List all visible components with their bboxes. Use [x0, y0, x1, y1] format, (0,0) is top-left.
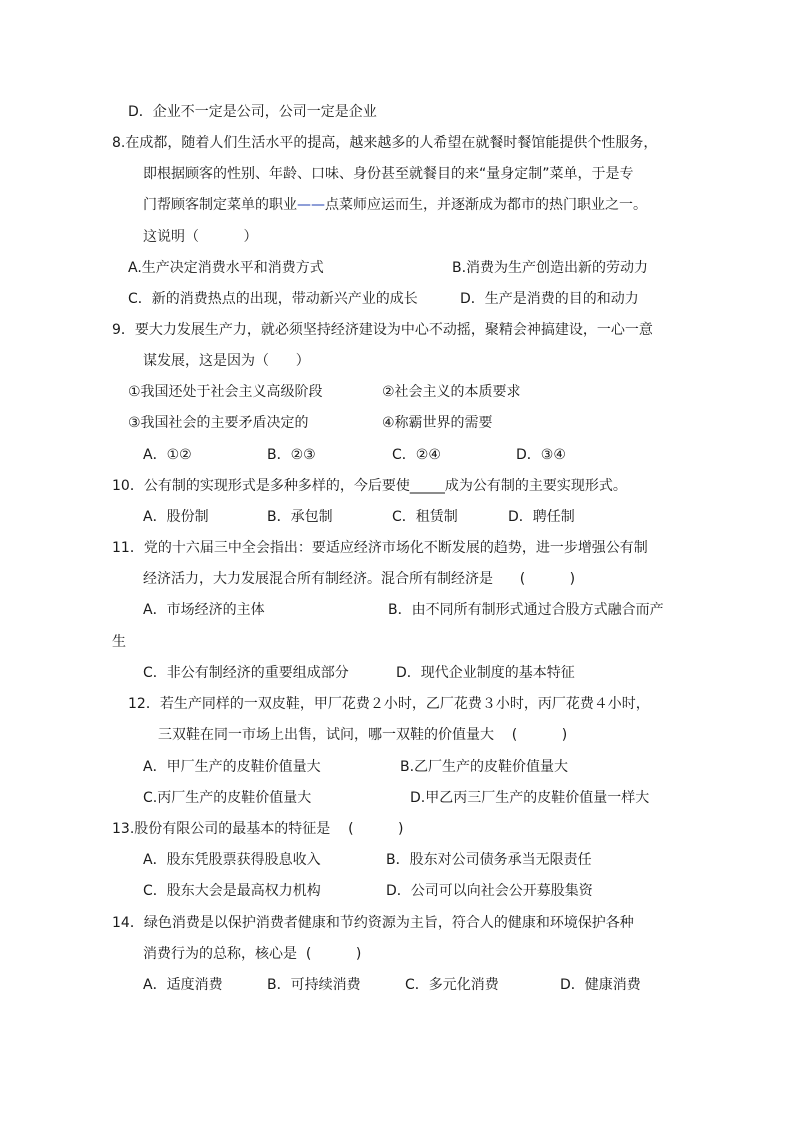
q12-option-c: C.丙厂生产的皮鞋价值量大 — [143, 790, 312, 806]
q13-option-b: B．股东对公司债务承当无限责任 — [386, 852, 592, 868]
q14-option-c: C．多元化消费 — [405, 977, 499, 993]
q10-option-a: A．股份制 — [143, 509, 209, 525]
q13-stem: 13.股份有限公司的最基本的特征是 ( ) — [112, 821, 404, 837]
q9-option-c: C．②④ — [392, 447, 441, 463]
q8-stem-line1: 8.在成都，随着人们生活水平的提高，越来越多的人希望在就餐时餐馆能提供个性服务， — [112, 135, 658, 151]
q12-option-a: A．甲厂生产的皮鞋价值量大 — [143, 759, 321, 775]
q13-option-a: A．股东凭股票获得股息收入 — [143, 852, 321, 868]
q11-option-a: A．市场经济的主体 — [143, 602, 265, 618]
q8-stem-line2: 即根据顾客的性别、年龄、口味、身份甚至就餐目的来“量身定制”菜单，于是专 — [143, 166, 634, 182]
q9-option-a: A．①② — [143, 447, 192, 463]
q8-option-d: D．生产是消费的目的和动力 — [460, 291, 639, 307]
q11-option-d: D．现代企业制度的基本特征 — [396, 665, 575, 681]
q12-option-b: B.乙厂生产的皮鞋价值量大 — [400, 759, 569, 775]
q8-option-c: C．新的消费热点的出现，带动新兴产业的成长 — [128, 291, 418, 307]
q14-option-a: A．适度消费 — [143, 977, 223, 993]
q8-option-a: A.生产决定消费水平和消费方式 — [128, 260, 324, 276]
q10-stem: 10．公有制的实现形式是多种多样的，今后要使_____成为公有制的主要实现形式。 — [112, 478, 627, 494]
q10-option-d: D．聘任制 — [508, 509, 575, 525]
q11-stem-line2: 经济活力，大力发展混合所有制经济。混合所有制经济是 ( ) — [143, 571, 576, 587]
dash-mark: —— — [297, 197, 325, 213]
q7-option-d: D．企业不一定是公司，公司一定是企业 — [128, 104, 377, 120]
q14-option-b: B．可持续消费 — [267, 977, 361, 993]
q9-stem-line1: 9．要大力发展生产力，就必须坚持经济建设为中心不动摇，聚精会神搞建设，一心一意 — [112, 322, 653, 338]
q9-stem-line2: 谋发展，这是因为（ ） — [143, 353, 310, 369]
q9-item-4: ④称霸世界的需要 — [382, 415, 493, 431]
q10-option-b: B．承包制 — [267, 509, 333, 525]
q11-option-b: B．由不同所有制形式通过合股方式融合而产 — [388, 602, 664, 618]
q9-option-d: D．③④ — [516, 447, 566, 463]
q9-item-3: ③我国社会的主要矛盾决定的 — [128, 415, 309, 431]
q8-option-b: B.消费为生产创造出新的劳动力 — [452, 260, 649, 276]
q12-option-d: D.甲乙丙三厂生产的皮鞋价值量一样大 — [410, 790, 650, 806]
q8-stem-line3: 门帮顾客制定菜单的职业——点菜师应运而生，并逐渐成为都市的热门职业之一。 — [143, 197, 647, 213]
q14-stem-line1: 14．绿色消费是以保护消费者健康和节约资源为主旨，符合人的健康和环境保护各种 — [112, 915, 634, 931]
q14-stem-line2: 消费行为的总称，核心是 ( ) — [143, 946, 362, 962]
q11-option-c: C．非公有制经济的重要组成部分 — [143, 665, 349, 681]
q9-option-b: B．②③ — [267, 447, 316, 463]
q13-option-d: D．公司可以向社会公开募股集资 — [386, 883, 593, 899]
q8-stem-line4: 这说明（ ） — [143, 229, 258, 245]
q12-stem-line2: 三双鞋在同一市场上出售，试问，哪一双鞋的价值量大 ( ) — [158, 727, 568, 743]
q11-option-b-wrap: 生 — [112, 634, 126, 650]
q10-option-c: C．租赁制 — [392, 509, 458, 525]
q12-stem-line1: 12．若生产同样的一双皮鞋，甲厂花费２小时，乙厂花费３小时，丙厂花费４小时， — [128, 696, 650, 712]
q13-option-c: C．股东大会是最高权力机构 — [143, 883, 321, 899]
q9-item-1: ①我国还处于社会主义高级阶段 — [128, 384, 323, 400]
q9-item-2: ②社会主义的本质要求 — [382, 384, 521, 400]
q11-stem-line1: 11．党的十六届三中全会指出：要适应经济市场化不断发展的趋势，进一步增强公有制 — [112, 540, 648, 556]
q14-option-d: D．健康消费 — [560, 977, 641, 993]
